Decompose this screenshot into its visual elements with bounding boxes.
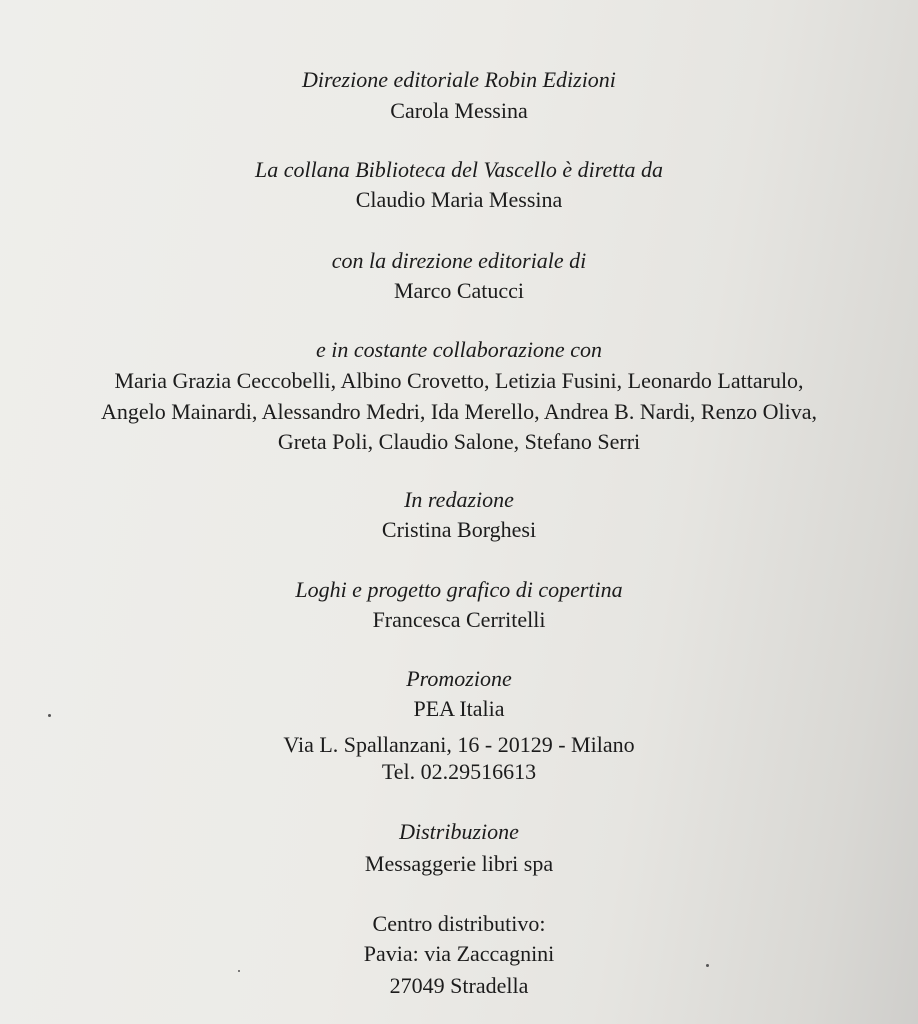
paper-speck bbox=[238, 970, 240, 972]
promozione-address: Via L. Spallanzani, 16 - 20129 - Milano bbox=[283, 732, 635, 757]
paper-speck bbox=[706, 964, 709, 967]
heading-collana: La collana Biblioteca del Vascello è diretta da bbox=[255, 157, 663, 182]
collaborators-line-2: Angelo Mainardi, Alessandro Medri, Ida Merello, Andrea B. Nardi, Renzo Oliva, bbox=[100, 399, 818, 424]
paper-speck bbox=[48, 714, 51, 717]
name-loghi: Francesca Cerritelli bbox=[372, 607, 546, 632]
name-in-redazione: Cristina Borghesi bbox=[381, 517, 537, 542]
heading-promozione: Promozione bbox=[406, 666, 512, 691]
heading-con-la-direzione: con la direzione editoriale di bbox=[331, 248, 587, 273]
name-distribuzione: Messaggerie libri spa bbox=[364, 851, 554, 876]
promozione-company: PEA Italia bbox=[413, 696, 505, 721]
centro-distributivo-address: Pavia: via Zaccagnini bbox=[363, 941, 555, 966]
heading-collaborazione: e in costante collaborazione con bbox=[316, 337, 602, 362]
name-direzione-editoriale: Carola Messina bbox=[390, 98, 528, 123]
heading-loghi: Loghi e progetto grafico di copertina bbox=[295, 577, 623, 602]
centro-distributivo-label: Centro distributivo: bbox=[372, 911, 546, 936]
collaborators-line-3: Greta Poli, Claudio Salone, Stefano Serri bbox=[277, 429, 641, 454]
collaborators-line-1: Maria Grazia Ceccobelli, Albino Crovetto, Letizia Fusini, Leonardo Lattarulo, bbox=[114, 368, 804, 393]
name-collana: Claudio Maria Messina bbox=[355, 187, 563, 212]
name-con-la-direzione: Marco Catucci bbox=[393, 278, 525, 303]
heading-direzione-editoriale: Direzione editoriale Robin Edizioni bbox=[302, 67, 616, 92]
heading-distribuzione: Distribuzione bbox=[399, 819, 519, 844]
promozione-phone: Tel. 02.29516613 bbox=[381, 759, 537, 784]
heading-in-redazione: In redazione bbox=[404, 487, 514, 512]
centro-distributivo-city: 27049 Stradella bbox=[389, 973, 529, 998]
